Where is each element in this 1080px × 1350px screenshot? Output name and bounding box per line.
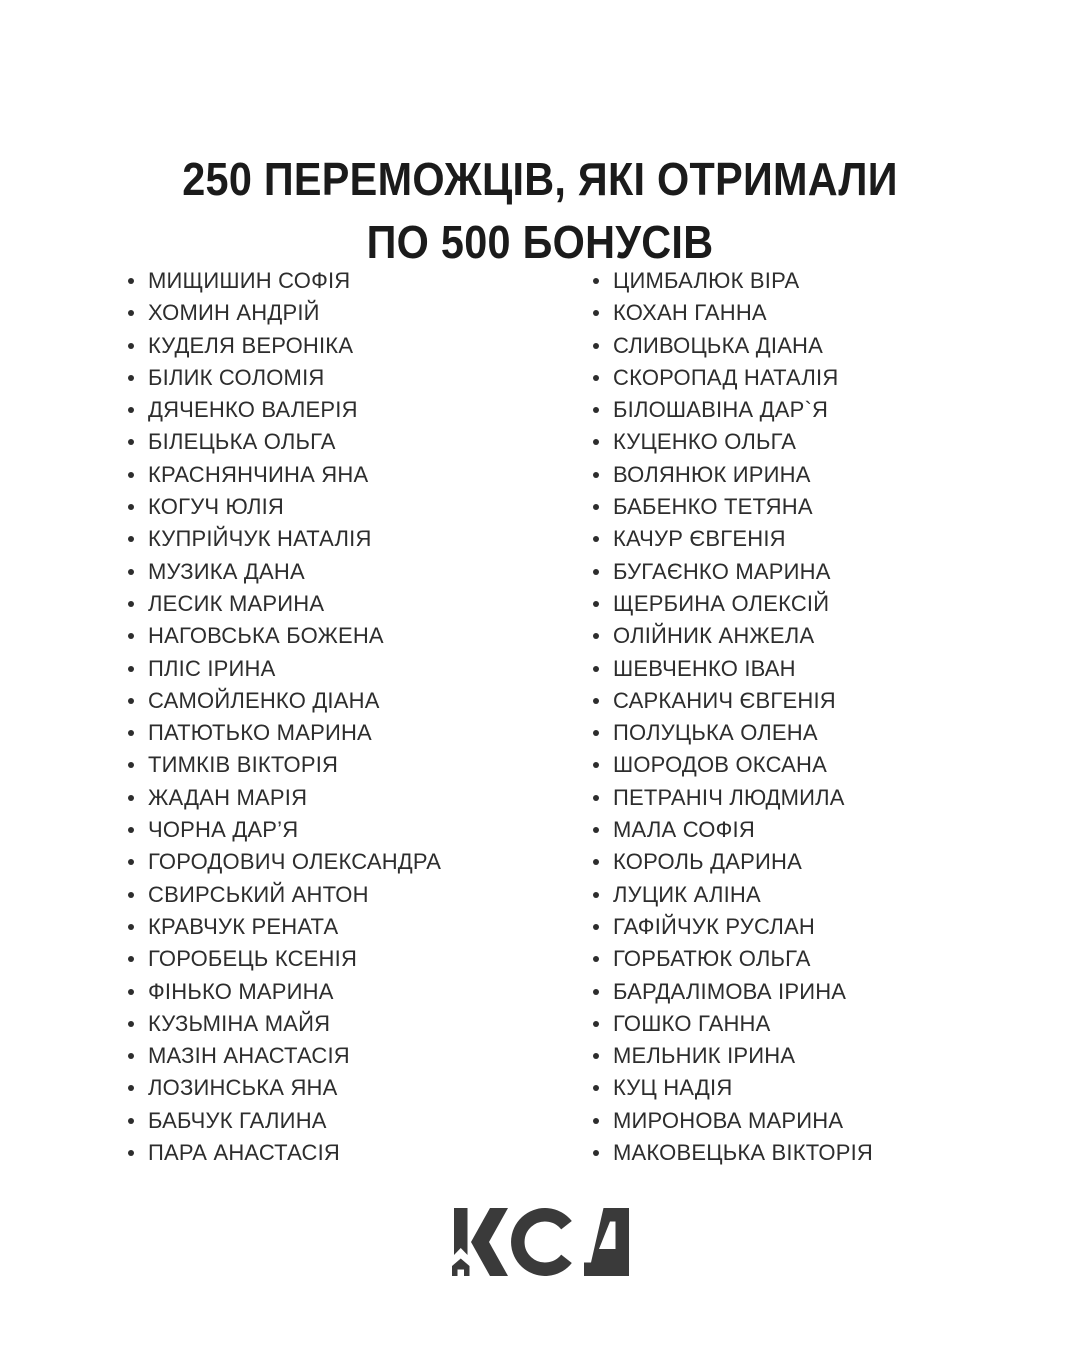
page-title-line-1: 250 ПЕРЕМОЖЦІВ, ЯКІ ОТРИМАЛИ: [182, 152, 898, 205]
bullet-icon: [593, 762, 599, 768]
winner-name: ЛУЦИК АЛІНА: [613, 881, 761, 907]
winner-name: ЦИМБАЛЮК ВІРА: [613, 268, 800, 293]
winner-name: МАКОВЕЦЬКА ВІКТОРІЯ: [613, 1140, 873, 1166]
list-item: [589, 911, 873, 943]
logo-k-upper-arm: [471, 1208, 508, 1242]
list-item: [589, 976, 873, 1008]
bullet-icon: [593, 1053, 599, 1059]
list-item: [124, 362, 441, 394]
list-item: [124, 1072, 441, 1104]
winner-name: ФІНЬКО МАРИНА: [148, 978, 334, 1004]
bullet-icon: [128, 892, 134, 898]
winner-name: КАЧУР ЄВГЕНІЯ: [613, 526, 786, 552]
winner-name: ПАТЮТЬКО МАРИНА: [148, 720, 372, 746]
winner-name: НАГОВСЬКА БОЖЕНА: [148, 623, 384, 649]
winner-name: МИРОНОВА МАРИНА: [613, 1107, 844, 1133]
list-item: [124, 1008, 441, 1040]
list-item: [124, 749, 441, 781]
list-item: [124, 459, 441, 491]
bullet-icon: [128, 698, 134, 704]
bullet-icon: [128, 633, 134, 639]
logo-d-bar: [584, 1263, 629, 1277]
winner-name: БАБЕНКО ТЕТЯНА: [613, 494, 813, 520]
list-item: [589, 782, 873, 814]
bullet-icon: [128, 666, 134, 672]
list-item: [589, 1105, 873, 1137]
list-item: [589, 749, 873, 781]
bullet-icon: [593, 504, 599, 510]
bullet-icon: [128, 795, 134, 801]
winner-name: КУЦЕНКО ОЛЬГА: [613, 429, 797, 455]
logo-d-top: [591, 1208, 629, 1263]
bullet-icon: [593, 472, 599, 478]
bullet-icon: [128, 1053, 134, 1059]
logo-k-stem: [454, 1208, 468, 1255]
logo-k-lower-arm: [471, 1242, 508, 1276]
bullet-icon: [128, 375, 134, 381]
winner-name: МАЗІН АНАСТАСІЯ: [148, 1043, 350, 1069]
bullet-icon: [128, 956, 134, 962]
winner-name: ГОШКО ГАННА: [613, 1010, 771, 1036]
winner-name: КОХАН ГАННА: [613, 300, 767, 326]
winner-name: ГАФІЙЧУК РУСЛАН: [613, 913, 815, 939]
winner-name: ТИМКІВ ВІКТОРІЯ: [148, 752, 339, 778]
list-item: [124, 1040, 441, 1072]
bullet-icon: [593, 795, 599, 801]
bullet-icon: [593, 601, 599, 607]
winner-name: ГОРОБЕЦЬ КСЕНІЯ: [148, 946, 358, 972]
winner-name: БІЛИК СОЛОМІЯ: [148, 364, 325, 390]
list-item: [589, 1040, 873, 1072]
bullet-icon: [128, 859, 134, 865]
bullet-icon: [593, 633, 599, 639]
bullet-icon: [128, 827, 134, 833]
list-item: [589, 491, 873, 523]
winner-name: САМОЙЛЕНКО ДІАНА: [148, 687, 380, 713]
list-item: [124, 588, 441, 620]
list-item: [589, 1072, 873, 1104]
bullet-icon: [593, 859, 599, 865]
winner-name: МАЛА СОФІЯ: [613, 817, 755, 843]
winner-name: БУГАЄНКО МАРИНА: [613, 558, 831, 584]
winner-name: КУПРІЙЧУК НАТАЛІЯ: [148, 526, 372, 552]
bullet-icon: [128, 343, 134, 349]
winner-name: ГОРОДОВИЧ ОЛЕКСАНДРА: [148, 849, 442, 875]
bullet-icon: [593, 569, 599, 575]
ksd-logo: [451, 1208, 629, 1276]
bullet-icon: [128, 569, 134, 575]
winner-name: СЛИВОЦЬКА ДІАНА: [613, 332, 824, 358]
winner-name: КОРОЛЬ ДАРИНА: [613, 849, 802, 875]
list-item: [589, 556, 873, 588]
bullet-icon: [128, 1021, 134, 1027]
winner-name: МИЩИШИН СОФІЯ: [148, 268, 351, 293]
list-item: [124, 814, 441, 846]
page-title: [0, 148, 1080, 274]
winner-name: КУЦ НАДІЯ: [613, 1075, 733, 1101]
list-item: [124, 426, 441, 458]
bullet-icon: [593, 375, 599, 381]
list-item: [124, 911, 441, 943]
bullet-icon: [593, 310, 599, 316]
list-item: [124, 846, 441, 878]
winner-name: БАРДАЛІМОВА ІРИНА: [613, 978, 847, 1004]
winner-name: ШЕВЧЕНКО ІВАН: [613, 655, 796, 681]
winner-name: СВИРСЬКИЙ АНТОН: [148, 881, 369, 907]
list-item: [124, 685, 441, 717]
list-item: [124, 943, 441, 975]
bullet-icon: [128, 310, 134, 316]
bullet-icon: [128, 601, 134, 607]
bullet-icon: [593, 666, 599, 672]
bullet-icon: [593, 827, 599, 833]
bullet-icon: [593, 407, 599, 413]
list-item: [589, 362, 873, 394]
list-item: [589, 814, 873, 846]
list-item: [124, 620, 441, 652]
bullet-icon: [593, 343, 599, 349]
ksd-logo-graphic: [451, 1208, 629, 1276]
bullet-icon: [128, 439, 134, 445]
bullet-icon: [593, 892, 599, 898]
winner-name: МУЗИКА ДАНА: [148, 558, 305, 584]
winner-name: ГОРБАТЮК ОЛЬГА: [613, 946, 811, 972]
list-item: [589, 459, 873, 491]
bullet-icon: [128, 989, 134, 995]
bullet-icon: [593, 278, 599, 284]
list-item: [589, 265, 873, 297]
bullet-icon: [128, 924, 134, 930]
bullet-icon: [128, 1150, 134, 1156]
winner-name: ДЯЧЕНКО ВАЛЕРІЯ: [148, 397, 358, 423]
page-title-line-2: ПО 500 БОНУСІВ: [366, 215, 714, 268]
list-item: [124, 330, 441, 362]
winners-column-right: [589, 265, 873, 1169]
winner-name: ЛОЗИНСЬКА ЯНА: [148, 1075, 338, 1101]
winner-name: ПЕТРАНІЧ ЛЮДМИЛА: [613, 784, 845, 810]
winner-name: КУЗЬМІНА МАЙЯ: [148, 1010, 331, 1036]
bullet-icon: [593, 956, 599, 962]
bullet-icon: [128, 1118, 134, 1124]
winner-name: КОГУЧ ЮЛІЯ: [148, 494, 285, 520]
winner-name: БІЛЕЦЬКА ОЛЬГА: [148, 429, 336, 455]
winner-name: СКОРОПАД НАТАЛІЯ: [613, 364, 839, 390]
bullet-icon: [593, 536, 599, 542]
winner-name: КРАСНЯНЧИНА ЯНА: [148, 461, 369, 487]
winner-name: ЩЕРБИНА ОЛЕКСІЙ: [613, 590, 830, 616]
bullet-icon: [128, 1085, 134, 1091]
list-item: [589, 620, 873, 652]
winner-name: КУДЕЛЯ ВЕРОНІКА: [148, 332, 354, 358]
list-item: [589, 653, 873, 685]
list-item: [589, 879, 873, 911]
winner-name: БАБЧУК ГАЛИНА: [148, 1107, 327, 1133]
list-item: [124, 1137, 441, 1169]
bullet-icon: [128, 762, 134, 768]
list-item: [589, 685, 873, 717]
list-item: [589, 426, 873, 458]
bullet-icon: [128, 730, 134, 736]
list-item: [124, 717, 441, 749]
bullet-icon: [128, 407, 134, 413]
list-item: [589, 1008, 873, 1040]
list-item: [589, 846, 873, 878]
winner-name: ПАРА АНАСТАСІЯ: [148, 1140, 340, 1166]
winner-name: ЧОРНА ДАР’Я: [148, 817, 299, 843]
winner-name: ШОРОДОВ ОКСАНА: [613, 752, 828, 778]
winner-name: САРКАНИЧ ЄВГЕНІЯ: [613, 687, 836, 713]
bullet-icon: [593, 924, 599, 930]
list-item: [124, 556, 441, 588]
bullet-icon: [128, 536, 134, 542]
list-item: [589, 394, 873, 426]
list-item: [124, 976, 441, 1008]
house-icon: [452, 1259, 470, 1277]
bullet-icon: [593, 1021, 599, 1027]
list-item: [124, 782, 441, 814]
list-item: [124, 297, 441, 329]
winner-name: ВОЛЯНЮК ИРИНА: [613, 461, 811, 487]
list-item: [124, 1105, 441, 1137]
bullet-icon: [128, 278, 134, 284]
list-item: [124, 879, 441, 911]
list-item: [124, 491, 441, 523]
winner-name: ЖАДАН МАРІЯ: [148, 784, 308, 810]
winner-name: МЕЛЬНИК ІРИНА: [613, 1043, 796, 1069]
bullet-icon: [593, 730, 599, 736]
list-item: [124, 265, 441, 297]
bullet-icon: [593, 1118, 599, 1124]
list-item: [124, 653, 441, 685]
winner-name: ОЛІЙНИК АНЖЕЛА: [613, 623, 815, 649]
winner-name: БІЛОШАВІНА ДАР`Я: [613, 397, 829, 423]
list-item: [589, 717, 873, 749]
winner-name: ПЛІС ІРИНА: [148, 655, 276, 681]
bullet-icon: [128, 504, 134, 510]
bullet-icon: [593, 989, 599, 995]
bullet-icon: [593, 439, 599, 445]
list-item: [589, 588, 873, 620]
bullet-icon: [593, 1085, 599, 1091]
winner-name: ЛЕСИК МАРИНА: [148, 590, 325, 616]
winners-column-left: [124, 265, 441, 1169]
list-item: [589, 943, 873, 975]
bullet-icon: [593, 1150, 599, 1156]
list-item: [124, 523, 441, 555]
winner-name: ХОМИН АНДРІЙ: [148, 300, 320, 326]
list-item: [124, 394, 441, 426]
list-item: [589, 523, 873, 555]
winner-name: КРАВЧУК РЕНАТА: [148, 913, 339, 939]
logo-s: [518, 1215, 567, 1270]
list-item: [589, 1137, 873, 1169]
bullet-icon: [593, 698, 599, 704]
list-item: [589, 330, 873, 362]
winner-name: ПОЛУЦЬКА ОЛЕНА: [613, 720, 818, 746]
bullet-icon: [128, 472, 134, 478]
list-item: [589, 297, 873, 329]
